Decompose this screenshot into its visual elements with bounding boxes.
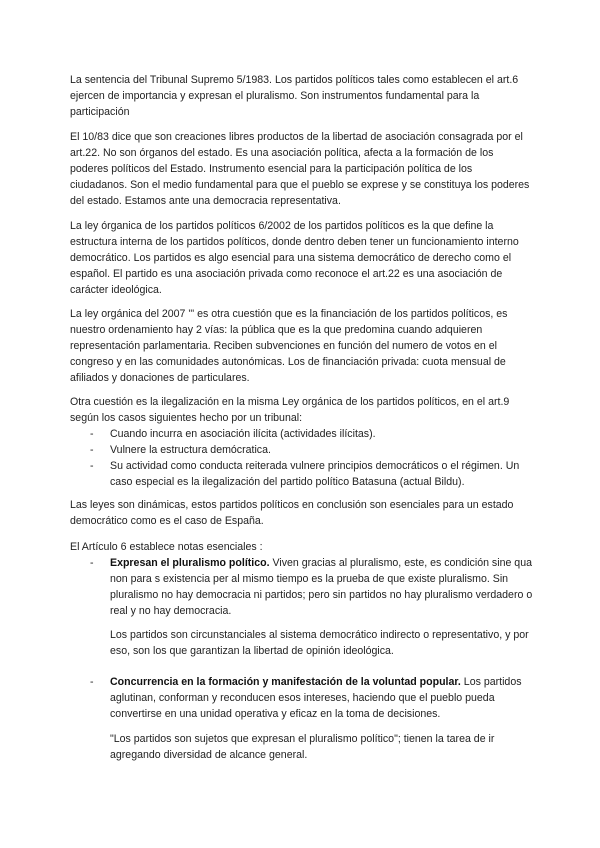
dash-bullet: - (90, 460, 94, 472)
paragraph-ley-organica-2002: La ley órganica de los partidos políticos 6/2002 de los partidos políticos es la que define la estructura interna de los partidos políticos, donde dentro deben tener un funcionamiento interno democrático. Los partidos es algo esencial para una sistema democrático de derecho como el español. El partido es una asociación privada como reconoce el art.22 es una asociación de carácter ideológica. (70, 220, 519, 297)
paragraph-conclusion: Las leyes son dinámicas, estos partidos políticos en conclusión son esenciales para un estado democrático como es el caso de España. (70, 499, 514, 528)
list-item-subparagraph: "Los partidos son sujetos que expresan el pluralismo político"; tienen la tarea de ir agregando diversidad de alcance general. (110, 733, 495, 762)
list-item (90, 458, 535, 490)
list-item-body: Viven gracias al pluralismo, este, es condición sine qua non para s existencia per al mismo tiempo es la prueba de que existe pluralismo. Sin pluralismo no hay democracia ni partidos; pero sin partidos no hay pluralismo verdadero o real y no hay democracia. (110, 557, 533, 618)
list-item-text: Cuando incurra en asociación ilícita (actividades ilícitas). (110, 428, 376, 440)
list-item-body: Los partidos aglutinan, conforman y reconducen esos intereses, haciendo que el pueblo pueda convertirse en una unidad operativa y eficaz en la toma de decisiones. (110, 676, 522, 721)
list-item (90, 426, 535, 442)
list-item-text (110, 674, 535, 722)
list-item-subparagraph: Los partidos son circunstanciales al sistema democrático indirecto o representativo, y por eso, son los que garantizan la libertad de opinión ideológica. (110, 629, 529, 658)
list-item (90, 442, 535, 458)
paragraph-10-83: El 10/83 dice que son creaciones libres productos de la libertad de asociación consagrada por el art.22. No son órganos del estado. Es una asociación política, afecta a la formación de los poderes políticos del Estado. Instrumento esencial para la participación política de los ciudadanos. Son el medio fundamental para que el pueblo se exprese y se constituya los poderes del estado. Estamos ante una democracia representativa. (70, 131, 530, 208)
list-item-text: Vulnere la estructura demócratica. (110, 444, 271, 456)
paragraph-articulo-6: El Artículo 6 establece notas esenciales : (70, 541, 263, 553)
dash-bullet: - (90, 676, 94, 688)
paragraph-ilegalizacion: Otra cuestión es la ilegalización en la misma Ley orgánica de los partidos políticos, en el art.9 según los casos siguientes hecho por un tribunal: (70, 396, 510, 425)
list-item-pluralismo (90, 555, 535, 619)
list-item-concurrencia (90, 674, 535, 722)
paragraph-ley-organica-2007: La ley orgánica del 2007 '" es otra cuestión que es la financiación de los partidos políticos, es nuestro ordenamiento hay 2 vías: la pública que es la que predomina cuando adquieren representación parlamentaria. Reciben subvenciones en función del numero de votos en el congreso y en las comunidades autonómicas. Los de financiación privada: cuota mensual de afiliados y donaciones de particulares. (70, 308, 508, 385)
list-item-heading: Expresan el pluralismo político. (110, 557, 270, 569)
list-item-text (110, 555, 535, 619)
dash-bullet: - (90, 428, 94, 440)
dash-bullet: - (90, 444, 94, 456)
list-item-heading: Concurrencia en la formación y manifestación de la voluntad popular. (110, 676, 461, 688)
dash-bullet: - (90, 557, 94, 569)
list-item-text: Su actividad como conducta reiterada vulnere principios democráticos o el régimen. Un caso especial es la ilegalización del partido político Batasuna (actual Bildu). (110, 460, 520, 489)
paragraph-sentencia: La sentencia del Tribunal Supremo 5/1983. Los partidos políticos tales como establecen el art.6 ejercen de importancia y expresan el pluralismo. Son instrumentos fundamental para la participación (70, 74, 519, 119)
